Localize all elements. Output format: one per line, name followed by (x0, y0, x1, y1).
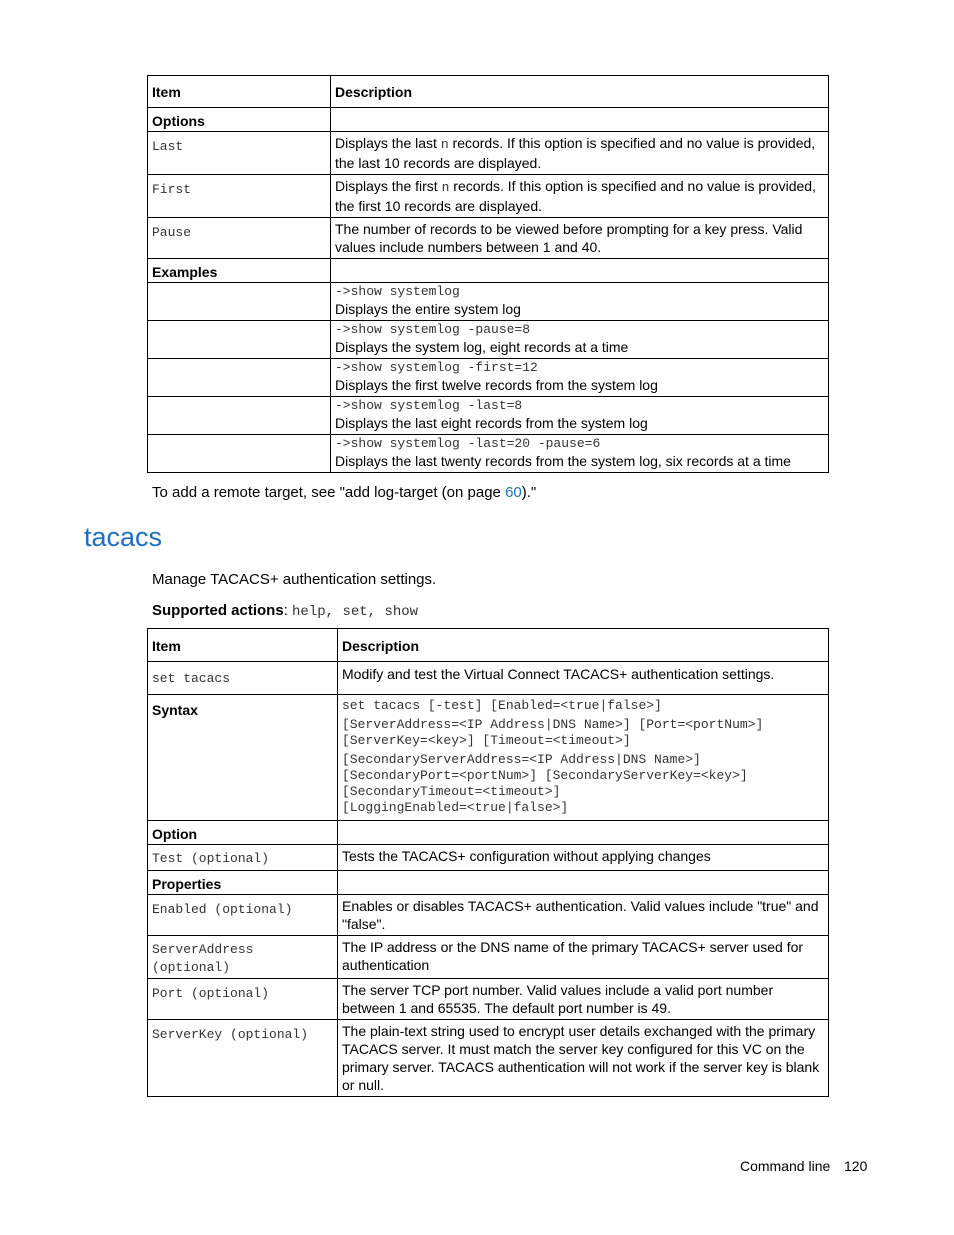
section-title: tacacs (84, 522, 163, 552)
example-command: ->show systemlog -first=12 (335, 360, 538, 375)
table-row (148, 132, 829, 175)
table-row (148, 936, 829, 979)
example-row (148, 397, 829, 435)
table-header-row (148, 629, 829, 662)
section-intro: Manage TACACS+ authentication settings. (152, 571, 437, 588)
example-description: Displays the first twelve records from the system log (335, 377, 658, 393)
header-item: Item (148, 76, 331, 108)
property-name: Enabled (optional) (152, 902, 293, 917)
table-row (148, 1020, 829, 1097)
options-label: Options (148, 108, 331, 132)
syntax-line: [ServerKey=<key>] [Timeout=<timeout>] (342, 733, 631, 748)
header-description: Description (338, 629, 829, 662)
table-row (148, 845, 829, 871)
option-label: Option (148, 821, 338, 845)
syntax-block (338, 695, 829, 821)
example-row (148, 359, 829, 397)
option-name: First (152, 182, 192, 197)
property-name: ServerKey (optional) (152, 1027, 309, 1042)
syntax-line: [SecondaryPort=<portNum>] [SecondaryServerKey=<key>] (342, 768, 748, 783)
syntax-label: Syntax (148, 695, 338, 821)
syntax-line: set tacacs [-test] [Enabled=<true|false>] (342, 698, 662, 713)
option-name: Test (optional) (152, 851, 270, 866)
table-row (148, 175, 829, 218)
example-description: Displays the last twenty records from the system log, six records at a time (335, 453, 791, 469)
systemlog-table (147, 75, 829, 473)
table-row (148, 895, 829, 936)
example-description: Displays the system log, eight records at a time (335, 339, 629, 355)
header-item: Item (148, 629, 338, 662)
example-row (148, 283, 829, 321)
property-description: Enables or disables TACACS+ authentication. Valid values include "true" and "false". (338, 895, 829, 936)
properties-label: Properties (148, 871, 338, 895)
section-row-option (148, 821, 829, 845)
examples-label: Examples (148, 259, 331, 283)
syntax-line: [ServerAddress=<IP Address|DNS Name>] [Port=<portNum>] (342, 717, 764, 732)
example-description: Displays the entire system log (335, 301, 521, 317)
option-name: Last (152, 139, 184, 154)
command-name: set tacacs (152, 671, 231, 686)
table-row (148, 979, 829, 1020)
syntax-line: [LoggingEnabled=<true|false>] (342, 800, 569, 815)
example-row (148, 321, 829, 359)
option-description: The number of records to be viewed before prompting for a key press. Valid values include numbers between 1 and 40. (331, 218, 829, 259)
table-row (148, 218, 829, 259)
example-command: ->show systemlog -last=20 -pause=6 (335, 436, 601, 451)
table-row (148, 695, 829, 821)
property-description: The server TCP port number. Valid values include a valid port number between 1 and 65535. The default port number is 49. (338, 979, 829, 1020)
property-description: The IP address or the DNS name of the primary TACACS+ server used for authentication (338, 936, 829, 979)
section-row-options (148, 108, 829, 132)
tacacs-table (147, 628, 829, 1097)
syntax-line: [SecondaryTimeout=<timeout>] (342, 784, 561, 799)
property-name: ServerAddress (optional) (152, 942, 254, 975)
example-command: ->show systemlog -last=8 (335, 398, 523, 413)
example-description: Displays the last eight records from the system log (335, 415, 648, 431)
remote-target-note: To add a remote target, see "add log-target (on page 60)." (152, 484, 537, 501)
footer-page-number: 120 (844, 1158, 868, 1174)
option-name: Pause (152, 225, 192, 240)
syntax-line: [SecondaryServerAddress=<IP Address|DNS Name>] (342, 752, 701, 767)
example-row (148, 435, 829, 473)
table-header-row (148, 76, 829, 108)
supported-actions: Supported actions: help, set, show (152, 602, 419, 620)
header-description: Description (331, 76, 829, 108)
example-command: ->show systemlog -pause=8 (335, 322, 531, 337)
property-name: Port (optional) (152, 986, 270, 1001)
option-description: Displays the first n records. If this option is specified and no value is provided, the first 10 records are displayed. (331, 175, 829, 218)
supported-actions-label: Supported actions (152, 602, 284, 619)
example-command: ->show systemlog (335, 284, 460, 299)
supported-actions-values: help, set, show (292, 604, 419, 620)
section-row-properties (148, 871, 829, 895)
section-row-examples (148, 259, 829, 283)
command-description: Modify and test the Virtual Connect TACACS+ authentication settings. (338, 662, 829, 695)
property-description: The plain-text string used to encrypt user details exchanged with the primary TACACS server. It must match the server key configured for this VC on the primary server. TACACS authentication will not work if the server key is blank or null. (338, 1020, 829, 1097)
table-row (148, 662, 829, 695)
option-description: Tests the TACACS+ configuration without applying changes (338, 845, 829, 871)
footer-section: Command line (740, 1158, 831, 1174)
page-link[interactable]: 60 (505, 484, 522, 501)
option-description: Displays the last n records. If this option is specified and no value is provided, the last 10 records are displayed. (331, 132, 829, 175)
